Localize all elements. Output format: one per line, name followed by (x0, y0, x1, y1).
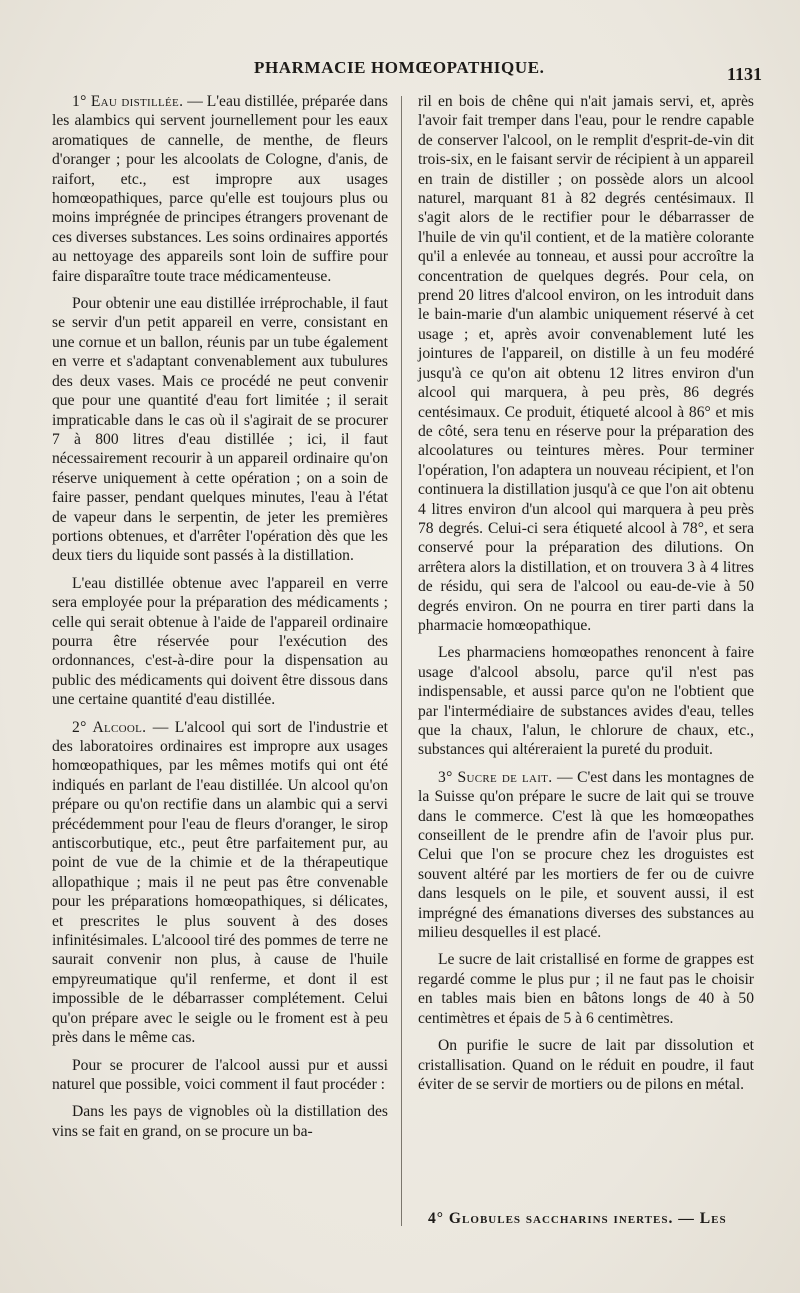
paragraph: Dans les pays de vignobles où la distillation des vins se fait en grand, on se procure un ba- (52, 1103, 388, 1140)
section-heading-alcool: 2° Alcool. (72, 718, 147, 736)
paragraph-eau-distillee (52, 92, 388, 286)
right-column (418, 92, 754, 1102)
paragraph: Pour obtenir une eau distillée irréprochable, il faut se servir d'un petit appareil en verre, consistant en une cornue et un ballon, réunis par un tube également en verre et s'adaptant convenablement aux tubulures des deux vases. Mais ce procédé ne peut convenir que pour une quantité d'eau fort limitée ; il serait impraticable dans le cas où il s'agirait de se procurer 7 à 800 litres d'eau distillée ; ici, il faut nécessairement recourir à un appareil ordinaire qu'on réserve uniquement à cette opération ; on a soin de faire passer, pendant quelques minutes, l'eau à l'état de vapeur dans le serpentin, de jeter les premières portions obtenues, et d'arrêter l'opération dès que les deux tiers du liquide sont passés à la distillation. (52, 295, 388, 565)
paragraph: Pour se procurer de l'alcool aussi pur et aussi naturel que possible, voici comment il faut procéder : (52, 1056, 388, 1093)
paragraph-text: — L'eau distillée, préparée dans les alambics qui servent journellement pour les eaux aromatiques de cannelle, de menthe, de fleurs d'oranger ; pour les alcoolats de Cologne, d'anis, de raifort, etc., est impropre aux usages homœopathiques, parce qu'elle est toujours plus ou moins imprégnée de principes étrangers provenant de ces diverses substances. Les soins ordinaires apportés au nettoyage des appareils sont loin de suffire pour faire disparaître toute trace médicamenteuse. (52, 93, 388, 285)
page-number: 1131 (727, 64, 763, 84)
section-heading-sucre-de-lait: 3° Sucre de lait. (438, 768, 553, 786)
paragraph-text: — L'alcool qui sort de l'industrie et des laboratoires ordinaires est impropre aux usages homœopathiques, par les mêmes motifs qui ont été indiqués en parlant de l'eau distillée. Un alcool qu'on prépare ou qu'on rectifie dans un alambic qui a servi précédemment pour l'eau de fleurs d'oranger, le sirop antiscorbutique, etc., peut être parfaitement pur, au point de vue de la chimie et de la thérapeutique allopathique ; mais il ne peut pas être convenable pour les préparations homœopathiques, si délicates, et prescrites le plus souvent à des doses infinitésimales. L'alcoool tiré des pommes de terre ne saurait convenir non plus, à cause de l'huile empyreumatique qu'il renferme, et dont il est impossible de le débarrasser complétement. Celui qu'on prépare avec le seigle ou le froment est à peu près dans le même cas. (52, 718, 388, 1047)
section-heading-globules: 4° Globules saccharins inertes. — Les (428, 1210, 727, 1227)
paragraph: Les pharmaciens homœopathes renoncent à faire usage d'alcool absolu, parce qu'il n'est pas indispensable, et aussi parce qu'on ne l'obtient que par l'intermédiaire de substances avides d'eau, telles que la chaux, l'alun, le chlorure de chaux, etc., substances qui altéreraient la pureté du produit. (418, 644, 754, 759)
paragraph: Le sucre de lait cristallisé en forme de grappes est regardé comme le plus pur ; il ne faut pas le choisir en tables mais bien en bâtons longs de 40 à 50 centimètres et épais de 5 à 6 centimètres. (418, 951, 754, 1027)
paragraph-alcool (52, 718, 388, 1048)
section-heading-eau-distillee: 1° Eau distillée. (72, 93, 184, 110)
paragraph: L'eau distillée obtenue avec l'appareil en verre sera employée pour la préparation des médicaments ; celle qui serait obtenue à l'aide de l'appareil ordinaire pourra être réservée pour l'exécution des ordonnances, c'est-à-dire pour la dispensation au public des médicaments qui doivent être dissous dans une certaine quantité d'eau distillée. (52, 574, 388, 709)
left-column (52, 92, 388, 1149)
paragraph: ril en bois de chêne qui n'ait jamais servi, et, après l'avoir fait tremper dans l'eau, pour le rendre capable de conserver l'alcool, on le remplit d'esprit-de-vin dit trois-six, en le faisant servir de récipient à un appareil en train de distiller ; on possède alors un alcool naturel, marquant 81 à 82 degrés centésimaux. Il s'agit alors de le rectifier pour le débarrasser de l'huile de vin qu'il contient, et de la matière colorante qu'il a enlevée au tonneau, et aussi pour accroître la concentration de quelques degrés. Pour cela, on prend 20 litres d'alcool environ, on les introduit dans le bain-marie d'un alambic uniquement réservé à cet usage ; et, après avoir convenablement luté les jointures de l'appareil, on distille à un feu modéré jusqu'à ce qu'on ait obtenu 12 litres environ d'un alcool qui marquera, à peu près, 86 degrés centésimaux. Ce produit, étiqueté alcool à 86° et mis de côté, sera tenu en réserve pour la préparation des alcoolatures ou teintures mères. Pour terminer l'opération, l'on adaptera un nouveau récipient, et l'on continuera la distillation jusqu'à ce que l'on ait obtenu 4 litres environ d'un alcool qui marquera à peu près 78 degrés. Celui-ci sera étiqueté alcool à 78°, et sera conservé pour la préparation des dilutions. On arrêtera alors la distillation, et on trouvera 3 à 4 litres de résidu, qui sera de l'alcool ou eau-de-vie à 50 degrés environ. On ne pourra en tirer parti dans la pharmacie homœopathique. (418, 93, 754, 634)
running-head: PHARMACIE HOMŒOPATHIQUE. (254, 58, 545, 77)
paragraph-text: — C'est dans les montagnes de la Suisse qu'on prépare le sucre de lait qui se trouve dans le commerce. C'est là que les homœopathes conseillent de le prendre afin de l'avoir plus pur. Celui que l'on se procure chez les droguistes est souvent altéré par les mortiers de fer ou de cuivre dans lesquels on le pile, et souvent aussi, il est imprégné des émanations diverses des substances au milieu desquelles il est placé. (418, 768, 755, 942)
paragraph: On purifie le sucre de lait par dissolution et cristallisation. Quand on le réduit en poudre, il faut éviter de se servir de mortiers ou de pilons en métal. (418, 1037, 754, 1093)
paragraph-sucre-de-lait (418, 768, 754, 943)
column-divider (401, 96, 402, 1226)
